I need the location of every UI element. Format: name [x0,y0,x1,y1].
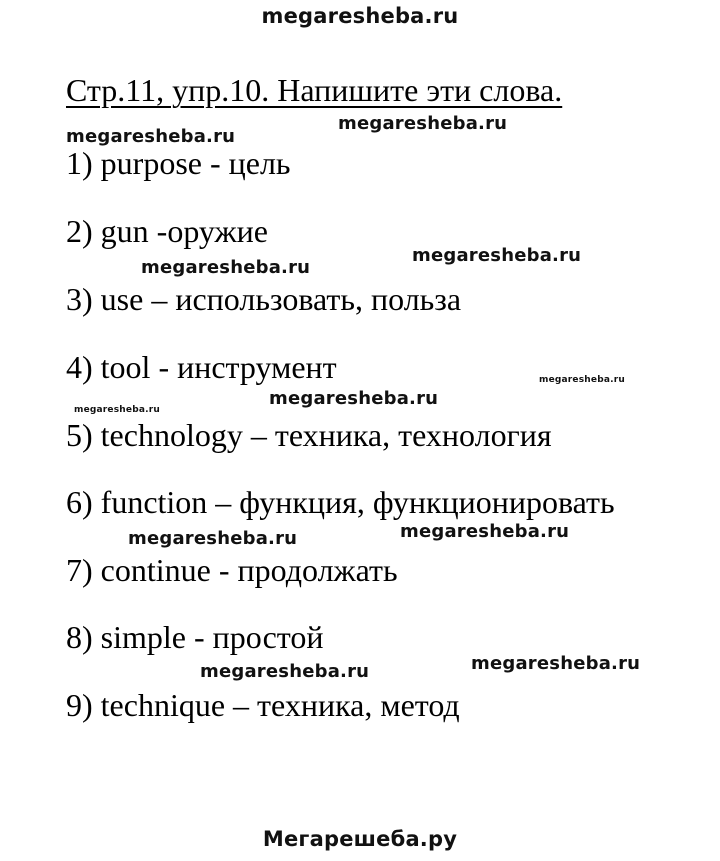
exercise-heading: Стр.11, упр.10. Напишите эти слова. [66,72,563,108]
watermark: megaresheba.ru [128,528,298,549]
word-entry: 4) tool - инструмент [66,349,337,385]
word-entry: 9) technique – техника, метод [66,687,460,723]
watermark: megaresheba.ru [400,521,570,542]
word-entry: 8) simple - простой [66,619,324,655]
watermark-top: megaresheba.ru [261,4,459,28]
word-entry: 3) use – использовать, польза [66,281,462,317]
watermark: megaresheba.ru [200,661,370,682]
watermark: megaresheba.ru [66,126,236,147]
watermark: megaresheba.ru [539,375,625,385]
watermark-footer: Мегарешеба.ру [262,827,458,851]
word-entry: 2) gun -оружие [66,213,268,249]
watermark: megaresheba.ru [412,245,582,266]
word-entry: 5) technology – техника, технология [66,417,552,453]
watermark: megaresheba.ru [269,388,439,409]
watermark: megaresheba.ru [141,257,311,278]
watermark: megaresheba.ru [338,113,508,134]
word-entry: 7) continue - продолжать [66,552,398,588]
watermark: megaresheba.ru [471,653,641,674]
word-entry: 6) function – функция, функционировать [66,484,615,520]
word-entry: 1) purpose - цель [66,145,291,181]
watermark: megaresheba.ru [74,405,160,415]
